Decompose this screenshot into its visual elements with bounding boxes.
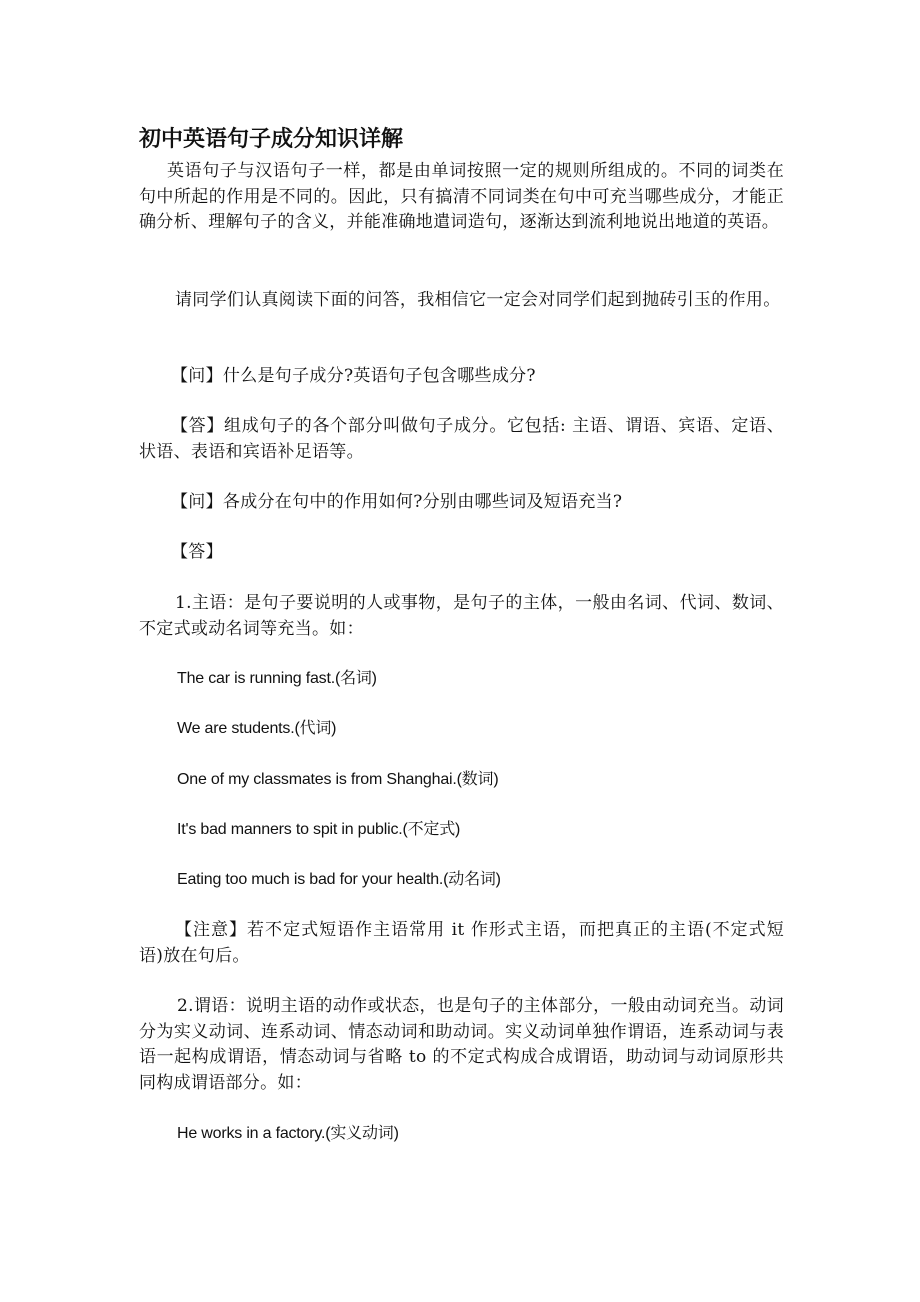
note-paragraph: 【注意】若不定式短语作主语常用 it 作形式主语，而把真正的主语(不定式短语)放在句后。: [139, 920, 784, 966]
answer-2-heading: 【答】: [171, 542, 223, 562]
document-title: 初中英语句子成分知识详解: [139, 127, 404, 152]
question-1: 【问】什么是句子成分?英语句子包含哪些成分?: [171, 366, 536, 386]
intro-paragraph: 英语句子与汉语句子一样，都是由单词按照一定的规则所组成的。不同的词类在句中所起的作用是不同的。因此，只有搞清不同词类在句中可充当哪些成分，才能正确分析、理解句子的含义，并能准确地遣词造句，逐渐达到流利地说出地道的英语。: [139, 161, 784, 233]
predicate-section: 2.谓语：说明主语的动作或状态，也是句子的主体部分，一般由动词充当。动词分为实义动词、连系动词、情态动词和助动词。实义动词单独作谓语，连系动词与表语一起构成谓语，情态动词与省略 to 的不定式构成合成谓语，助动词与动词原形共同构成谓语部分。如：: [139, 996, 784, 1093]
example-sentence: Eating too much is bad for your health.(动名词): [177, 871, 501, 888]
example-sentence: One of my classmates is from Shanghai.(数词): [177, 771, 499, 788]
question-2: 【问】各成分在句中的作用如何?分别由哪些词及短语充当?: [171, 492, 623, 512]
invite-paragraph: 请同学们认真阅读下面的问答，我相信它一定会对同学们起到抛砖引玉的作用。: [175, 290, 781, 310]
example-sentence: The car is running fast.(名词): [177, 670, 377, 687]
example-sentence: It's bad manners to spit in public.(不定式): [177, 821, 461, 838]
answer-1: 【答】组成句子的各个部分叫做句子成分。它包括: 主语、谓语、宾语、定语、状语、表语和宾语补足语等。: [139, 416, 784, 462]
example-sentence: He works in a factory.(实义动词): [177, 1125, 399, 1142]
example-sentence: We are students.(代词): [177, 720, 337, 737]
subject-section: 1.主语：是句子要说明的人或事物，是句子的主体，一般由名词、代词、数词、不定式或动名词等充当。如：: [139, 593, 784, 639]
